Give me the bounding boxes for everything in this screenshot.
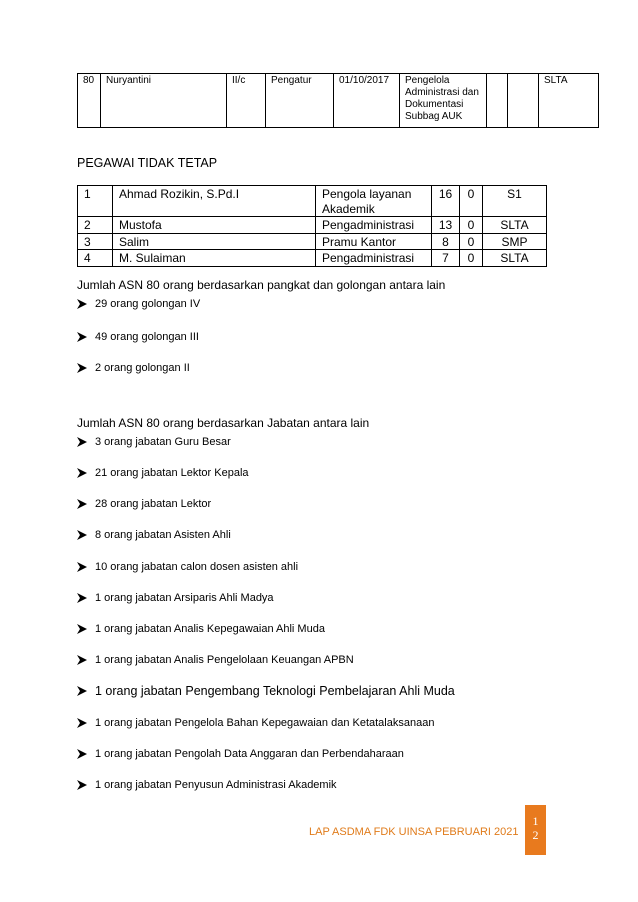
arrow-bullet-icon: [77, 437, 87, 447]
table-cell: II/c: [227, 74, 266, 128]
table-cell: Nuryantini: [101, 74, 227, 128]
list-item-text: 2 orang golongan II: [95, 362, 190, 374]
arrow-bullet-icon: [77, 749, 87, 759]
table-cell: 16: [432, 186, 460, 217]
table-cell: Pengelola Administrasi dan Dokumentasi Subbag AUK: [400, 74, 487, 128]
section-title: PEGAWAI TIDAK TETAP: [77, 156, 218, 170]
table-cell: Ahmad Rozikin, S.Pd.I: [113, 186, 316, 217]
table-row: [78, 186, 547, 217]
table-cell: SLTA: [483, 217, 547, 234]
table-cell: 01/10/2017: [334, 74, 400, 128]
list-item: [77, 529, 231, 541]
table-cell: [487, 74, 508, 128]
non-permanent-staff-table: [77, 185, 547, 267]
table-cell: SLTA: [483, 250, 547, 267]
footer-text: LAP ASDMA FDK UINSA PEBRUARI 2021: [309, 826, 519, 838]
arrow-bullet-icon: [77, 562, 87, 572]
table-cell: 13: [432, 217, 460, 234]
list-item-text: 1 orang jabatan Pengolah Data Anggaran dan Perbendaharaan: [95, 748, 404, 760]
list-item: [77, 684, 455, 698]
table-cell: [508, 74, 539, 128]
list-item-text: 10 orang jabatan calon dosen asisten ahli: [95, 561, 299, 573]
arrow-bullet-icon: [77, 655, 87, 665]
arrow-bullet-icon: [77, 468, 87, 478]
table-cell: SLTA: [539, 74, 599, 128]
table-cell: 3: [78, 233, 113, 250]
arrow-bullet-icon: [77, 530, 87, 540]
list-item-text: 29 orang golongan IV: [95, 298, 201, 310]
table-cell: S1: [483, 186, 547, 217]
table-cell: 2: [78, 217, 113, 234]
table-cell: Pengola layanan Akademik: [316, 186, 432, 217]
continuation-table: [77, 73, 599, 128]
list-item: [77, 748, 404, 760]
list-item: [77, 717, 434, 729]
table-cell: 7: [432, 250, 460, 267]
list-item-text: 28 orang jabatan Lektor: [95, 498, 212, 510]
arrow-bullet-icon: [77, 718, 87, 728]
table-cell: Pramu Kantor: [316, 233, 432, 250]
list-item: [77, 436, 231, 448]
table-cell: M. Sulaiman: [113, 250, 316, 267]
arrow-bullet-icon: [77, 624, 87, 634]
table-row: [78, 233, 547, 250]
table-cell: 0: [460, 250, 483, 267]
list-item: [77, 298, 200, 310]
arrow-bullet-icon: [77, 686, 87, 696]
table-cell: Salim: [113, 233, 316, 250]
table-cell: 1: [78, 186, 113, 217]
table-cell: Pengatur: [266, 74, 334, 128]
list-item-text: 21 orang jabatan Lektor Kepala: [95, 467, 249, 479]
table-cell: 0: [460, 233, 483, 250]
table-cell: Pengadministrasi: [316, 217, 432, 234]
table-cell: 0: [460, 217, 483, 234]
list-item: [77, 561, 298, 573]
list-item: [77, 779, 337, 791]
table-cell: 0: [460, 186, 483, 217]
table-cell: 4: [78, 250, 113, 267]
arrow-bullet-icon: [77, 780, 87, 790]
list-item-text: 1 orang jabatan Analis Kepegawaian Ahli Muda: [95, 623, 325, 635]
list-item: [77, 498, 211, 510]
list-item: [77, 362, 190, 374]
list-item-text: 1 orang jabatan Arsiparis Ahli Madya: [95, 592, 274, 604]
list-item-text: 1 orang jabatan Pengembang Teknologi Pembelajaran Ahli Muda: [95, 684, 455, 698]
list-item-text: 3 orang jabatan Guru Besar: [95, 436, 231, 448]
arrow-bullet-icon: [77, 332, 87, 342]
table-row: [78, 217, 547, 234]
table-cell: Pengadministrasi: [316, 250, 432, 267]
table-cell: 80: [78, 74, 101, 128]
arrow-bullet-icon: [77, 499, 87, 509]
list-item-text: 1 orang jabatan Analis Pengelolaan Keuangan APBN: [95, 654, 354, 666]
page-number-digit: 1: [532, 814, 539, 828]
list-item-text: 8 orang jabatan Asisten Ahli: [95, 529, 231, 541]
list-item-text: 49 orang golongan III: [95, 331, 199, 343]
table-cell: Mustofa: [113, 217, 316, 234]
list-item: [77, 331, 199, 343]
golongan-heading: Jumlah ASN 80 orang berdasarkan pangkat dan golongan antara lain: [77, 278, 446, 292]
page-number-digit: 2: [532, 828, 539, 842]
table-row: [78, 250, 547, 267]
list-item: [77, 467, 249, 479]
list-item: [77, 592, 274, 604]
arrow-bullet-icon: [77, 593, 87, 603]
table-cell: 8: [432, 233, 460, 250]
jabatan-heading: Jumlah ASN 80 orang berdasarkan Jabatan antara lain: [77, 416, 370, 430]
table-row: [78, 74, 599, 128]
page-number-badge: [525, 805, 546, 855]
list-item-text: 1 orang jabatan Pengelola Bahan Kepegawaian dan Ketatalaksanaan: [95, 717, 435, 729]
list-item: [77, 654, 354, 666]
table-cell: SMP: [483, 233, 547, 250]
list-item: [77, 623, 325, 635]
list-item-text: 1 orang jabatan Penyusun Administrasi Akademik: [95, 779, 337, 791]
arrow-bullet-icon: [77, 363, 87, 373]
arrow-bullet-icon: [77, 299, 87, 309]
